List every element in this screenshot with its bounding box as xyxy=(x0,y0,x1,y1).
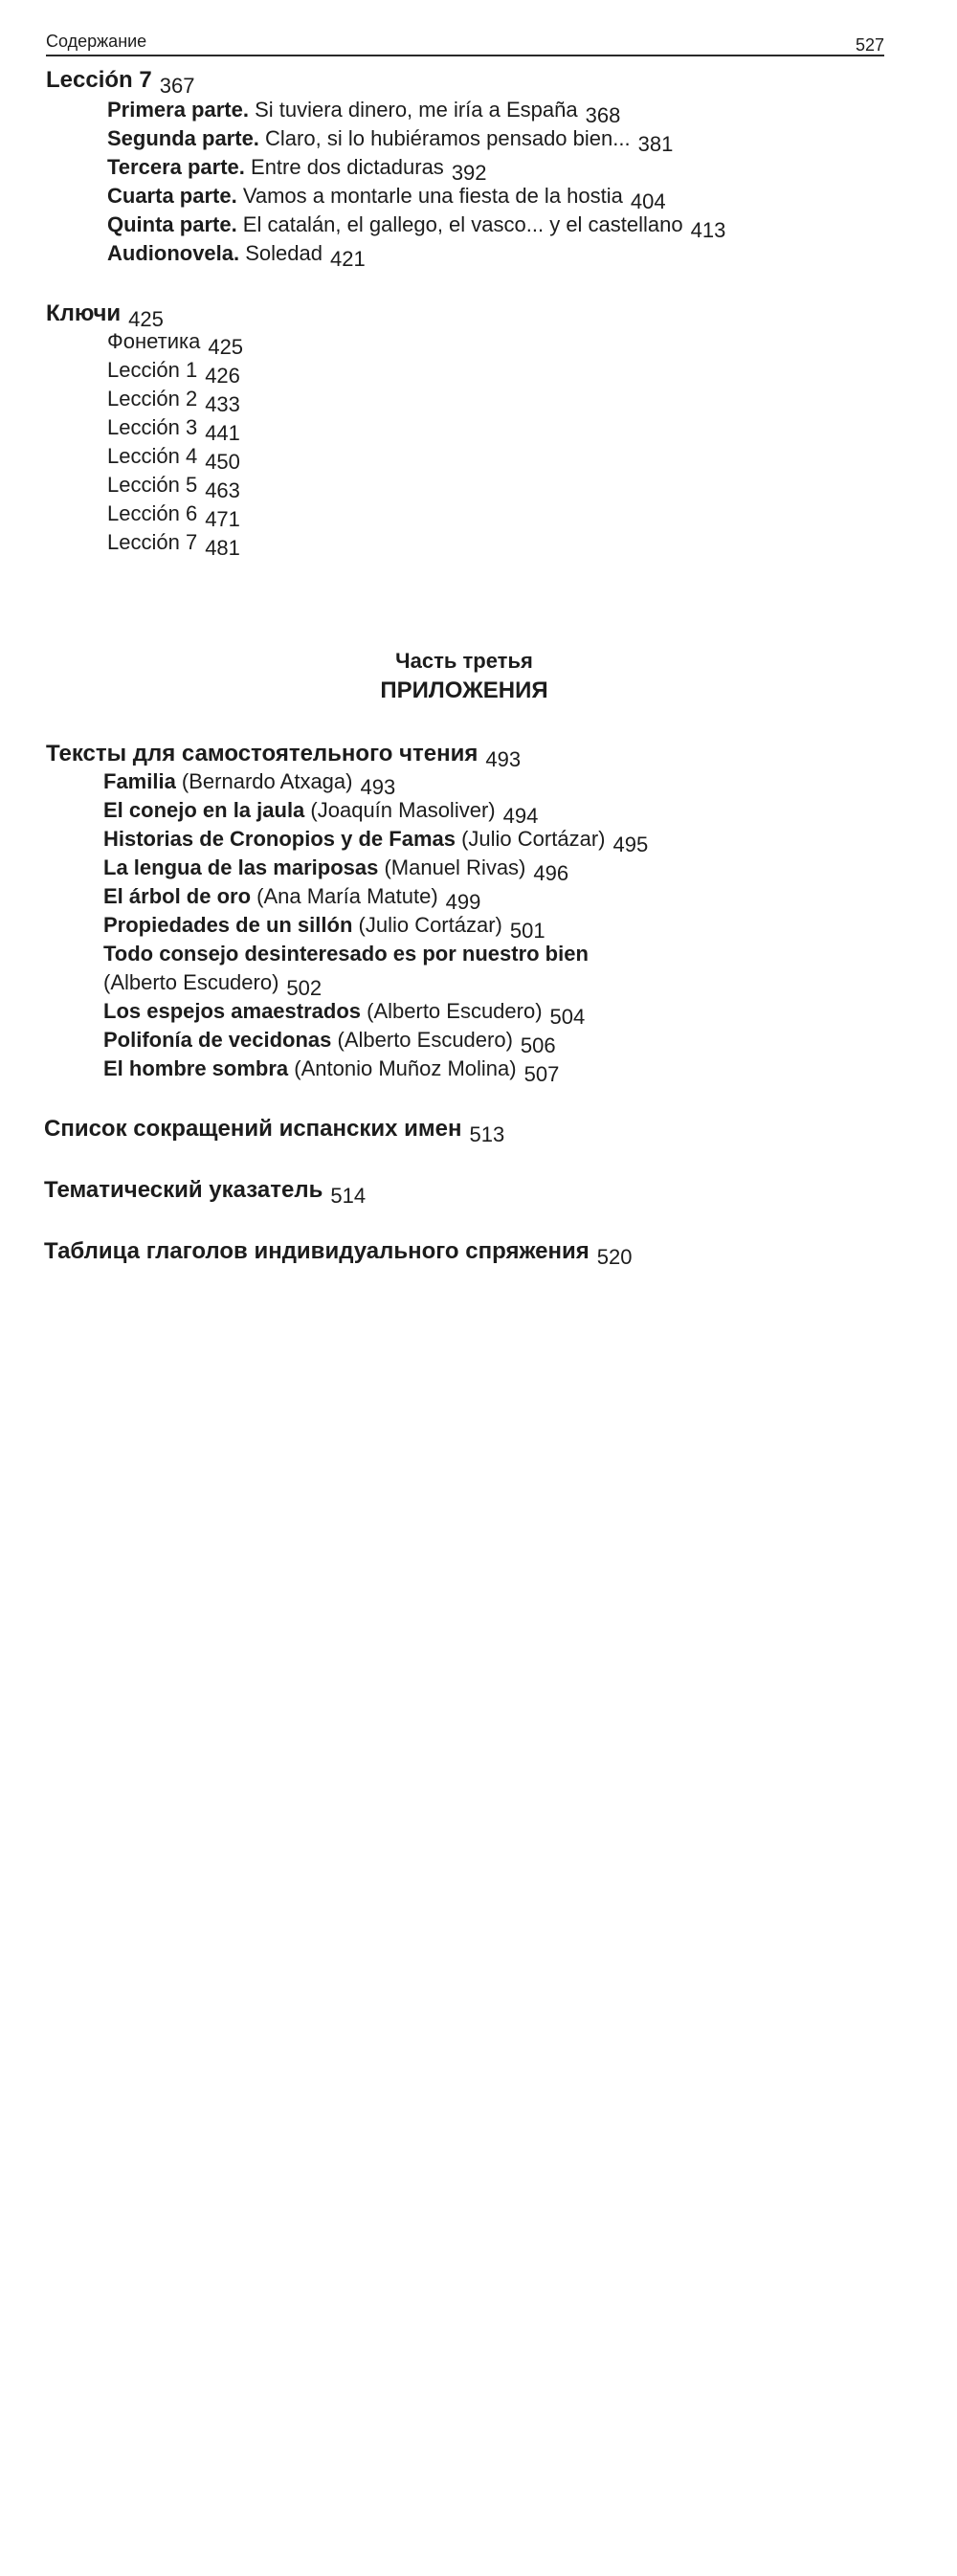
toc-subentry-bold: La lengua de las mariposas xyxy=(103,855,378,879)
toc-subentry-text: Soledad xyxy=(239,241,323,265)
toc-subentry-text: Lección 4 xyxy=(107,444,197,469)
toc-subentry-page: 404 xyxy=(631,189,957,1521)
running-head-title: Содержание xyxy=(46,32,146,52)
toc-entry-page: 513 xyxy=(470,1122,957,2454)
toc-subentry-page: 495 xyxy=(612,833,957,2164)
toc-entry-irregular-verbs xyxy=(44,1238,879,2570)
toc-subentry-text: (Alberto Escudero) xyxy=(331,1028,513,1052)
toc-subentry-text: Lección 7 xyxy=(107,530,197,555)
toc-subentry-page: 450 xyxy=(205,450,957,1781)
toc-subentry-bold: Quinta parte. xyxy=(107,212,237,236)
toc-subentry-page: 494 xyxy=(503,804,957,2135)
toc-entry-page: 520 xyxy=(597,1245,957,2576)
toc-subentry-page: 421 xyxy=(330,247,957,1578)
toc-subentry-text: (Bernardo Atxaga) xyxy=(176,769,353,793)
toc-subentry-text: (Manuel Rivas) xyxy=(378,855,525,879)
toc-subentry-page: 381 xyxy=(638,132,957,1463)
toc-subentry-page: 507 xyxy=(524,1062,957,2393)
toc-subentry-page: 441 xyxy=(205,421,957,1752)
running-head-page-number: 527 xyxy=(856,35,884,56)
toc-subentry-text: (Antonio Muñoz Molina) xyxy=(288,1056,516,1080)
toc-subentry-page: 471 xyxy=(205,507,957,1838)
toc-subentry-text: (Julio Cortázar) xyxy=(456,827,605,851)
toc-subentry-bold: Tercera parte. xyxy=(107,155,245,179)
toc-subentry-text: (Joaquín Masoliver) xyxy=(304,798,495,822)
toc-subentry-text: Entre dos dictaduras xyxy=(245,155,444,179)
toc-entry-title: Ключи xyxy=(46,300,121,327)
toc-subentry-text: Claro, si lo hubiéramos pensado bien... xyxy=(259,126,631,150)
toc-subentry-bold: Primera parte. xyxy=(107,98,249,122)
toc-subentry-bold: Segunda parte. xyxy=(107,126,259,150)
toc-subentry-page: 368 xyxy=(586,103,957,1434)
toc-entry-title: Тексты для самостоятельного чтения xyxy=(46,741,478,767)
toc-subentry-page: 502 xyxy=(286,976,957,2307)
toc-subentry-bold: Familia xyxy=(103,769,176,793)
toc-subentry-bold: Polifonía de vecidonas xyxy=(103,1028,331,1052)
toc-subentry-text: Lección 6 xyxy=(107,501,197,526)
toc-subentry-text: Lección 2 xyxy=(107,387,197,411)
toc-subentry-page: 504 xyxy=(550,1005,957,2336)
toc-subentry-bold: Historias de Cronopios y de Famas xyxy=(103,827,456,851)
toc-subentry-text: Lección 3 xyxy=(107,415,197,440)
toc-entry-title: Таблица глаголов индивидуального спряжения xyxy=(44,1238,590,1265)
toc-subentry-page: 481 xyxy=(205,536,957,1867)
toc-subentry-text: El catalán, el gallego, el vasco... y el castellano xyxy=(237,212,683,236)
toc-subentry-text: Lección 1 xyxy=(107,358,197,383)
toc-subentry-page: 501 xyxy=(510,919,957,2250)
toc-subentry-bold: El conejo en la jaula xyxy=(103,798,304,822)
toc-entry-page: 425 xyxy=(128,307,957,1638)
toc-subentry-text: (Alberto Escudero) xyxy=(103,970,278,995)
toc-subentry-page: 493 xyxy=(360,775,957,2106)
toc-subentry-page: 426 xyxy=(205,364,957,1695)
running-head xyxy=(46,30,884,56)
toc-entry-page: 514 xyxy=(330,1184,957,2515)
toc-subentry-page: 425 xyxy=(208,335,957,1666)
toc-subentry-page: 499 xyxy=(446,890,957,2221)
toc-subentry-page: 413 xyxy=(691,218,957,1549)
toc-subentry-bold: Los espejos amaestrados xyxy=(103,999,361,1023)
toc-subentry-text: Vamos a montarle una fiesta de la hostia xyxy=(237,184,623,208)
toc-subentry-text: Si tuviera dinero, me iría a España xyxy=(249,98,578,122)
toc-entry-title: Список сокращений испанских имен xyxy=(44,1116,462,1143)
toc-entry-page: 493 xyxy=(485,747,957,2078)
toc-subentry-bold: Cuarta parte. xyxy=(107,184,237,208)
toc-subentry-bold: Audionovela. xyxy=(107,241,239,265)
toc-subentry-bold: Propiedades de un sillón xyxy=(103,913,352,937)
toc-subentry-page: 506 xyxy=(521,1033,957,2365)
toc-subentry-text: Фонетика xyxy=(107,329,200,354)
toc-subentry-bold: El hombre sombra xyxy=(103,1056,288,1080)
toc-subentry-page: 433 xyxy=(205,392,957,1723)
toc-subentry-text: (Ana María Matute) xyxy=(251,884,438,908)
part-title: ПРИЛОЖЕНИЯ xyxy=(0,677,928,704)
toc-subentry-bold-first-line: Todo consejo desinteresado es por nuestro bien xyxy=(103,942,589,966)
toc-subentry-text: Lección 5 xyxy=(107,473,197,498)
toc-subentry-text: (Alberto Escudero) xyxy=(361,999,543,1023)
toc-entry-title: Тематический указатель xyxy=(44,1177,323,1204)
toc-subentry-page: 496 xyxy=(533,861,957,2192)
toc-subentry-text: (Julio Cortázar) xyxy=(352,913,501,937)
toc-entry-page: 367 xyxy=(160,74,957,1405)
toc-entry-title: Lección 7 xyxy=(46,67,152,94)
toc-subentry-page: 392 xyxy=(452,161,957,1492)
toc-subentry-bold: El árbol de oro xyxy=(103,884,251,908)
part-subtitle: Часть третья xyxy=(0,649,928,674)
toc-subentry-page: 463 xyxy=(205,478,957,1810)
